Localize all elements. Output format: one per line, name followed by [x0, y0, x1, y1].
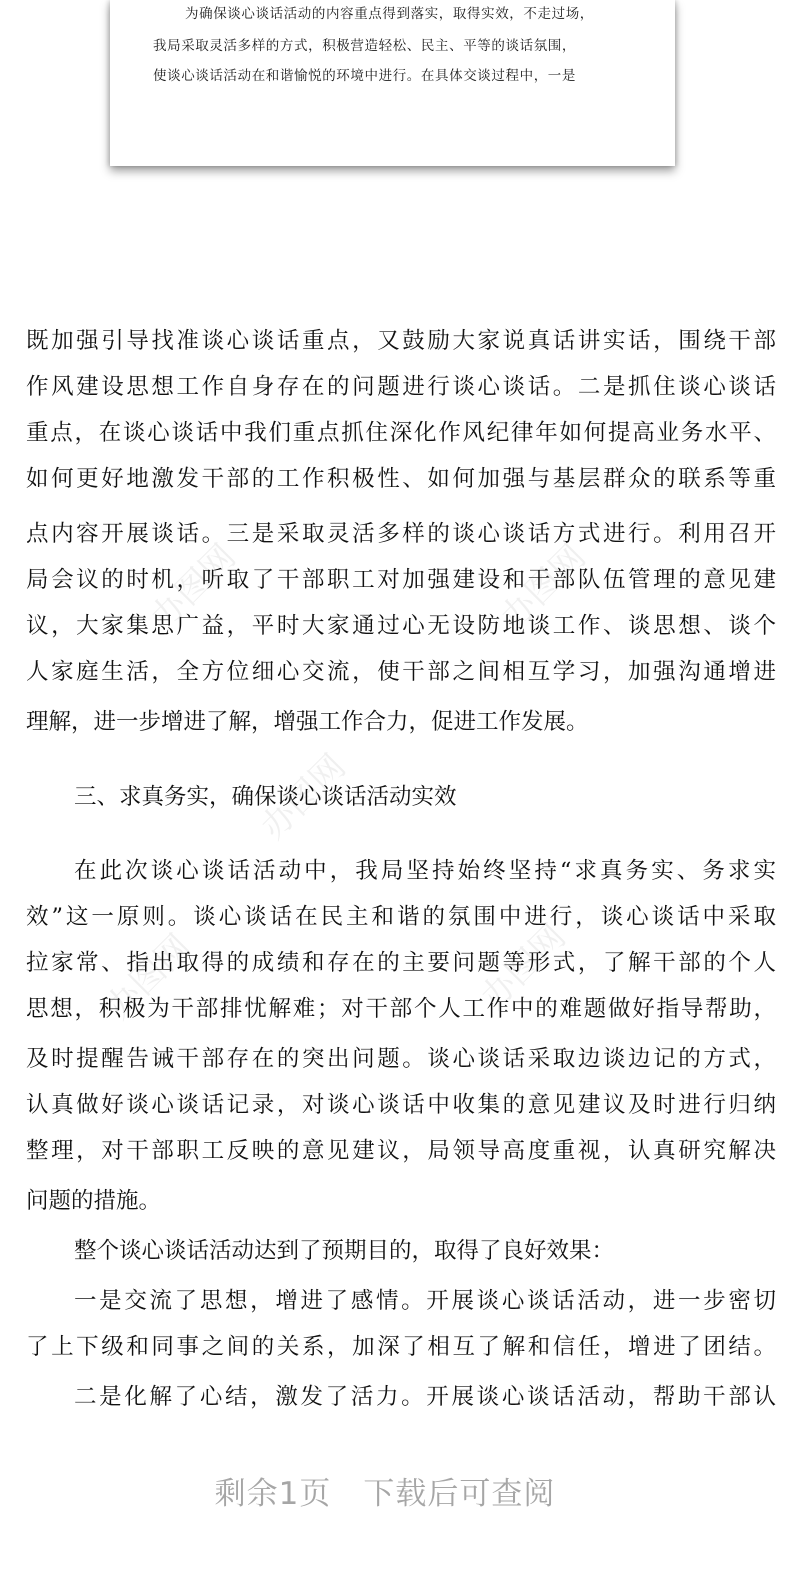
body-line: 问题的措施。: [26, 1188, 162, 1214]
body-line: 了上下级和同事之间的关系，加深了相互了解和信任，增进了团结。: [26, 1334, 776, 1360]
body-line: 点内容开展谈话。三是采取灵活多样的谈心谈话方式进行。利用召开: [26, 521, 776, 547]
body-line: 作风建设思想工作自身存在的问题进行谈心谈话。二是抓住谈心谈话: [26, 374, 776, 400]
watermark: 办图网: [473, 916, 574, 1018]
preview-line: 我局采取灵活多样的方式，积极营造轻松、民主、平等的谈话氛围，: [153, 38, 576, 54]
body-line: 重点，在谈心谈话中我们重点抓住深化作风纪律年如何提高业务水平、: [26, 420, 776, 446]
preview-line: 使谈心谈话活动在和谐愉悦的环境中进行。在具体交谈过程中，一是: [153, 68, 576, 84]
watermark: 办图网: [98, 926, 199, 1028]
body-line: 议，大家集思广益，平时大家通过心无设防地谈工作、谈思想、谈个: [26, 613, 776, 639]
watermark: 办图网: [143, 536, 244, 638]
body-line: 整理，对干部职工反映的意见建议，局领导高度重视，认真研究解决: [26, 1138, 776, 1164]
watermark: 办图网: [253, 746, 354, 848]
section-heading: 三、求真务实，确保谈心谈话活动实效: [74, 784, 457, 810]
remaining-pages-text[interactable]: 剩余1页: [214, 1476, 332, 1512]
body-line: 及时提醒告诫干部存在的突出问题。谈心谈话采取边谈边记的方式，: [26, 1046, 776, 1072]
preview-line: 为确保谈心谈话活动的内容重点得到落实，取得实效，不走过场，: [185, 6, 594, 22]
body-line: 认真做好谈心谈话记录，对谈心谈话中收集的意见建议及时进行归纳: [26, 1092, 776, 1118]
body-line: 如何更好地激发干部的工作积极性、如何加强与基层群众的联系等重: [26, 466, 776, 492]
body-line: 理解，进一步增进了解，增强工作合力，促进工作发展。: [26, 709, 589, 735]
body-line: 局会议的时机，听取了干部职工对加强建设和干部队伍管理的意见建: [26, 567, 776, 593]
download-to-view-text[interactable]: 下载后可查阅: [363, 1476, 556, 1512]
body-line: 二是化解了心结，激发了活力。开展谈心谈话活动，帮助干部认: [74, 1384, 776, 1410]
preview-page-card: [110, 0, 675, 166]
body-line: 思想，积极为干部排忧解难；对干部个人工作中的难题做好指导帮助，: [26, 996, 776, 1022]
body-line: 既加强引导找准谈心谈话重点，又鼓励大家说真话讲实话，围绕干部: [26, 328, 776, 354]
body-line: 拉家常、指出取得的成绩和存在的主要问题等形式，了解干部的个人: [26, 950, 776, 976]
body-line: 一是交流了思想，增进了感情。开展谈心谈话活动，进一步密切: [74, 1288, 776, 1314]
body-line: 在此次谈心谈话活动中，我局坚持始终坚持“求真务实、务求实: [74, 858, 776, 884]
download-prompt[interactable]: [0, 1468, 770, 1513]
body-line: 效”这一原则。谈心谈话在民主和谐的氛围中进行，谈心谈话中采取: [26, 904, 776, 930]
watermark: 办图网: [493, 536, 594, 638]
body-line: 整个谈心谈话活动达到了预期目的，取得了良好效果：: [74, 1238, 615, 1264]
body-line: 人家庭生活，全方位细心交流，使干部之间相互学习，加强沟通增进: [26, 659, 776, 685]
